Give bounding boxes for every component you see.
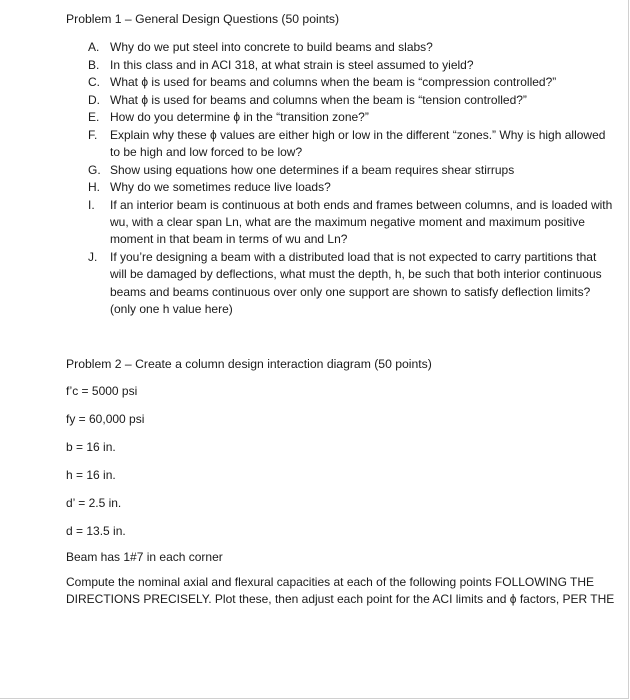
instruction-line: DIRECTIONS PRECISELY. Plot these, then adjust each point for the ACI limits and ϕ factors, PER THE: [66, 592, 615, 607]
param-bars: Beam has 1#7 in each corner: [66, 550, 223, 564]
question-text: beams and beams continuous over only one support are shown to satisfy deflection limits?: [110, 284, 591, 299]
question-g: [88, 162, 628, 179]
question-text: Explain why these ϕ values are either high or low in the different “zones.” Why is high allowed: [110, 127, 606, 142]
problem-2-title: Problem 2 – Create a column design interaction diagram (50 points): [66, 357, 432, 371]
question-text: will be damaged by deflections, what must the depth, h, be such that both interior continuous: [110, 267, 602, 282]
question-text: (only one h value here): [110, 302, 233, 317]
param-d-prime: d’ = 2.5 in.: [66, 496, 122, 510]
question-letter: D.: [88, 92, 100, 107]
question-text: What ϕ is used for beams and columns when the beam is “tension controlled?”: [110, 92, 527, 107]
param-fc: f’c = 5000 psi: [66, 384, 138, 398]
param-b: b = 16 in.: [66, 440, 116, 454]
question-h: [88, 179, 628, 196]
param-h: h = 16 in.: [66, 468, 116, 482]
param-fy: fy = 60,000 psi: [66, 412, 145, 426]
question-c: [88, 74, 628, 91]
question-a: [88, 39, 628, 56]
question-text: In this class and in ACI 318, at what strain is steel assumed to yield?: [110, 57, 474, 72]
question-j: [88, 249, 628, 319]
question-text: If an interior beam is continuous at both ends and frames between columns, and is loaded with: [110, 197, 613, 212]
question-text: What ϕ is used for beams and columns when the beam is “compression controlled?”: [110, 75, 557, 89]
question-letter: F.: [88, 127, 98, 142]
question-text: Why do we put steel into concrete to build beams and slabs?: [110, 40, 433, 54]
question-text: Why do we sometimes reduce live loads?: [110, 180, 331, 194]
question-letter: J.: [88, 250, 98, 264]
question-letter: I.: [88, 197, 95, 212]
question-text: Show using equations how one determines if a beam requires shear stirrups: [110, 162, 515, 177]
question-text: How do you determine ϕ in the “transition zone?”: [110, 110, 369, 124]
question-b: [88, 57, 628, 74]
question-text: If you’re designing a beam with a distributed load that is not expected to carry partitions that: [110, 250, 597, 264]
problem-1-title: Problem 1 – General Design Questions (50 points): [66, 12, 340, 26]
question-i: [88, 197, 628, 249]
question-text: to be high and low forced to be low?: [110, 144, 303, 159]
question-f: [88, 127, 628, 162]
question-letter: B.: [88, 57, 100, 72]
instruction-line: Compute the nominal axial and flexural capacities at each of the following points FOLLOWING THE: [66, 575, 595, 589]
question-letter: A.: [88, 40, 100, 54]
param-d: d = 13.5 in.: [66, 524, 126, 538]
question-letter: H.: [88, 180, 100, 194]
question-letter: C.: [88, 75, 100, 89]
question-text: moment in that beam in terms of wu and Ln?: [110, 232, 348, 247]
question-d: [88, 92, 628, 109]
compute-instructions: [66, 574, 615, 609]
question-text: wu, with a clear span Ln, what are the maximum negative moment and maximum positive: [110, 214, 585, 229]
question-letter: E.: [88, 110, 100, 124]
question-e: [88, 109, 628, 126]
question-letter: G.: [88, 162, 101, 177]
